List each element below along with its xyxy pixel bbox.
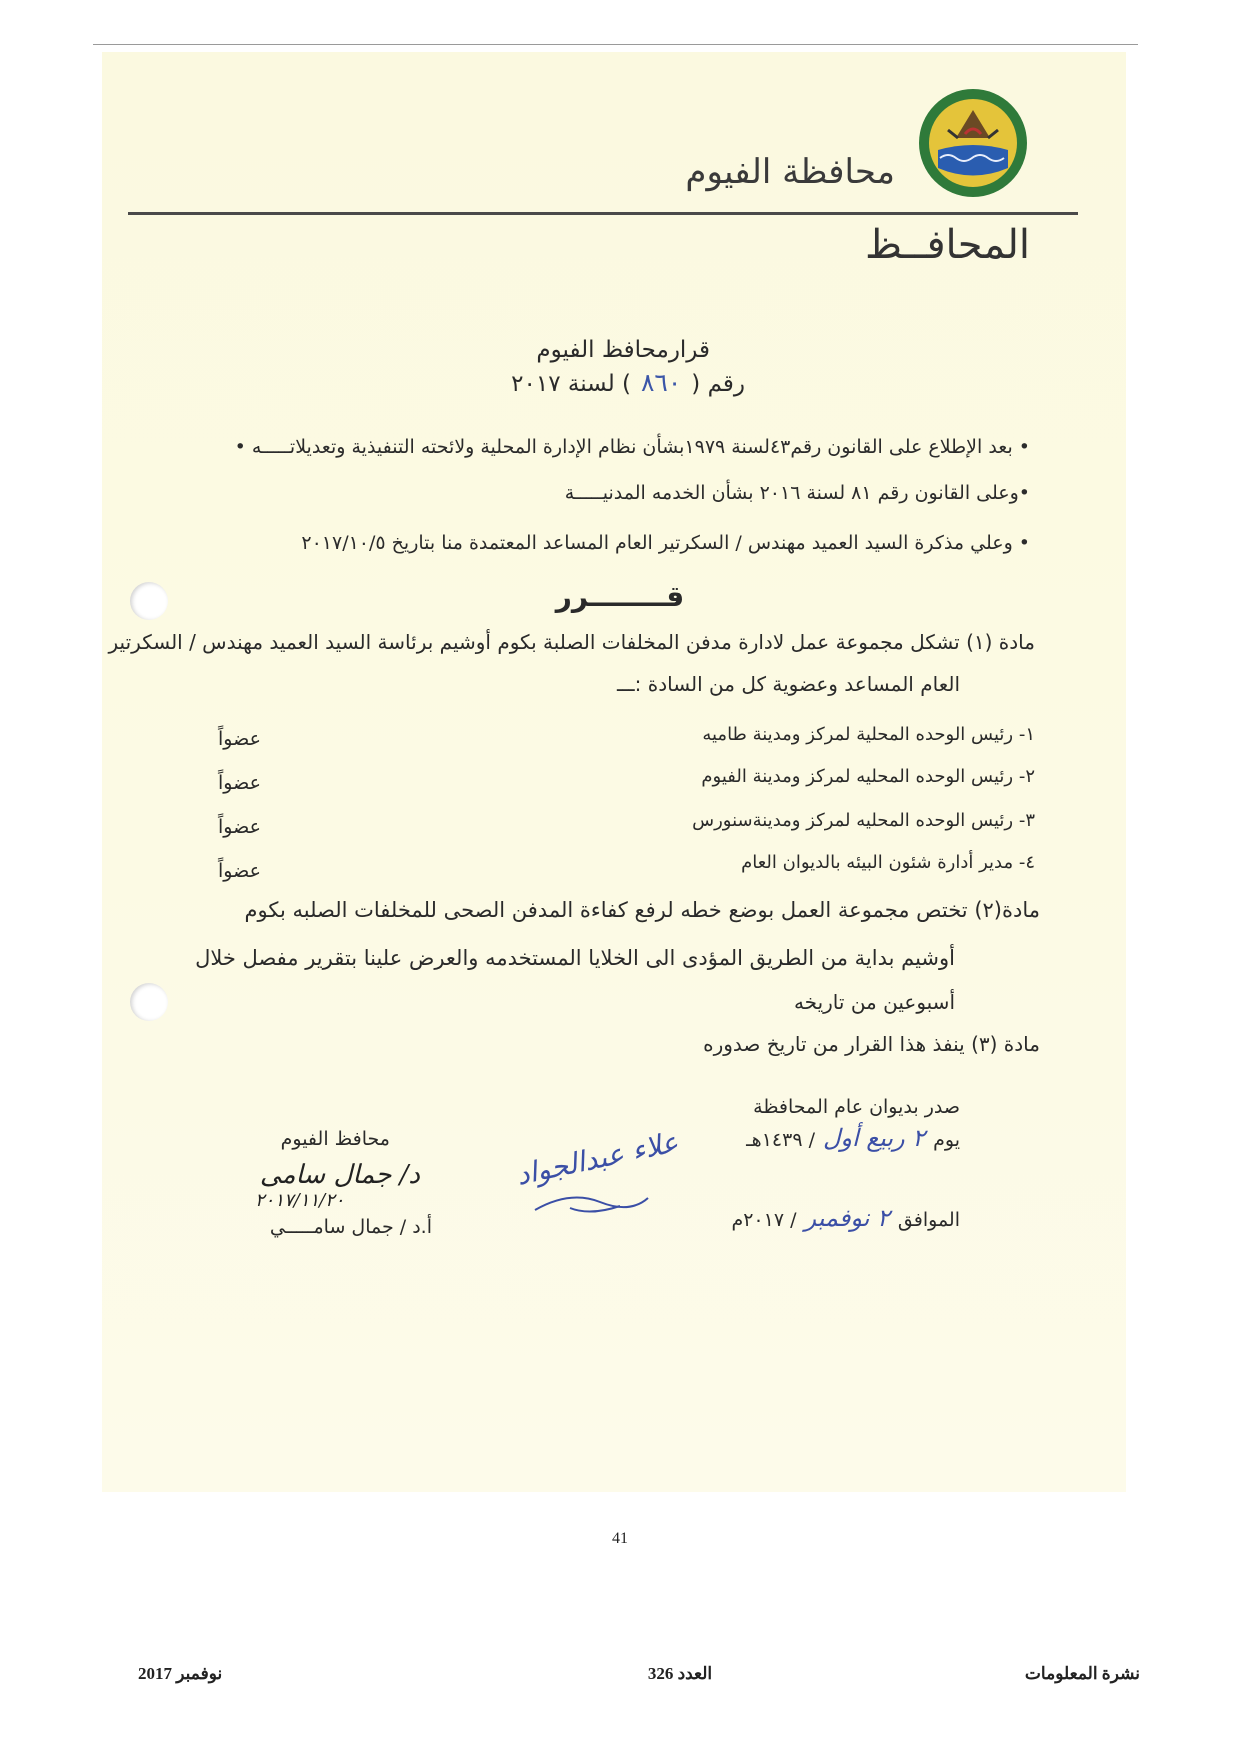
article-1-line-2: العام المساعد وعضوية كل من السادة :ـــ: [617, 672, 960, 696]
member-role: عضواً: [218, 728, 261, 750]
governorate-name: محافظة الفيوم: [685, 152, 895, 192]
office-title: المحافــظ: [865, 222, 1030, 268]
issued-place: صدر بديوان عام المحافظة: [753, 1096, 960, 1118]
member-role: عضواً: [218, 816, 261, 838]
article-2-line-3: أسبوعين من تاريخه: [793, 990, 955, 1014]
governor-title: محافظ الفيوم: [280, 1128, 390, 1150]
hijri-year: / ١٤٣٩هـ: [746, 1129, 815, 1151]
preamble-line: • وعلي مذكرة السيد العميد مهندس / السكرتير العام المساعد المعتمدة منا بتاريخ ٢٠١٧/١٠/٥: [301, 532, 1030, 554]
hijri-handwritten: ٢ ربيع أول: [822, 1124, 926, 1152]
decided-heading: قــــــــرر: [555, 580, 685, 613]
member-title: ٤- مدير أدارة شئون البيئه بالديوان العام: [741, 852, 1035, 873]
hijri-date-line: [746, 1124, 960, 1152]
governor-name: أ.د / جمال سامـــــي: [269, 1216, 432, 1238]
header-rule: [128, 212, 1078, 215]
decree-number: ٨٦٠: [641, 368, 682, 397]
governor-date-handwritten: ٢٠١٧/١١/٢٠: [255, 1190, 345, 1211]
top-rule: [93, 44, 1138, 45]
day-label: يوم: [933, 1129, 960, 1151]
member-title: ٢- رئيس الوحده المحليه لمركز ومدينة الفيوم: [701, 766, 1035, 787]
article-1-line-1: مادة (١) تشكل مجموعة عمل لادارة مدفن المخلفات الصلبة بكوم أوشيم برئاسة السيد العميد مهندس / السكرتير: [108, 630, 1035, 654]
decree-number-line: [511, 368, 745, 397]
article-2-line-1: مادة(٢) تختص مجموعة العمل بوضع خطه لرفع كفاءة المدفن الصحى للمخلفات الصلبه بكوم: [244, 898, 1040, 922]
footer-publication: نشرة المعلومات: [1024, 1664, 1140, 1683]
member-role: عضواً: [218, 772, 261, 794]
decree-number-prefix: رقم (: [691, 371, 745, 397]
signature-flourish-icon: [530, 1180, 650, 1220]
member-role: عضواً: [218, 860, 261, 882]
punch-hole-icon: [130, 582, 168, 620]
gregorian-label: الموافق: [897, 1209, 960, 1231]
gregorian-handwritten: ٢ نوفمبر: [804, 1204, 890, 1232]
punch-hole-icon: [130, 983, 168, 1021]
preamble-line: •وعلى القانون رقم ٨١ لسنة ٢٠١٦ بشأن الخدمه المدنيـــــة: [564, 482, 1030, 504]
gregorian-year: / ٢٠١٧م: [731, 1209, 797, 1231]
article-2-line-2: أوشيم بداية من الطريق المؤدى الى الخلايا المستخدمه والعرض علينا بتقرير مفصل خلال: [195, 946, 955, 970]
member-title: ٣- رئيس الوحده المحليه لمركز ومدينةسنورس: [692, 810, 1035, 831]
member-title: ١- رئيس الوحده المحلية لمركز ومدينة طاميه: [702, 724, 1035, 745]
footer-issue: العدد 326: [647, 1664, 713, 1683]
preamble-line: • بعد الإطلاع على القانون رقم٤٣لسنة ١٩٧٩بشأن نظام الإدارة المحلية ولائحته التنفيذية وتعديلاتـــــه •: [234, 436, 1030, 458]
decree-title: قرارمحافظ الفيوم: [536, 337, 710, 363]
article-3: مادة (٣) ينفذ هذا القرار من تاريخ صدوره: [703, 1032, 1040, 1056]
governor-handwritten: د/ جمال سامى: [259, 1160, 420, 1190]
decree-number-suffix: ) لسنة ٢٠١٧: [511, 371, 631, 397]
gregorian-date-line: [731, 1204, 960, 1232]
middle-signature: علاء عبدالجواد: [513, 1125, 682, 1192]
page-number: 41: [612, 1530, 628, 1547]
footer-date: نوفمبر 2017: [138, 1664, 223, 1683]
governorate-emblem-icon: [918, 88, 1028, 198]
